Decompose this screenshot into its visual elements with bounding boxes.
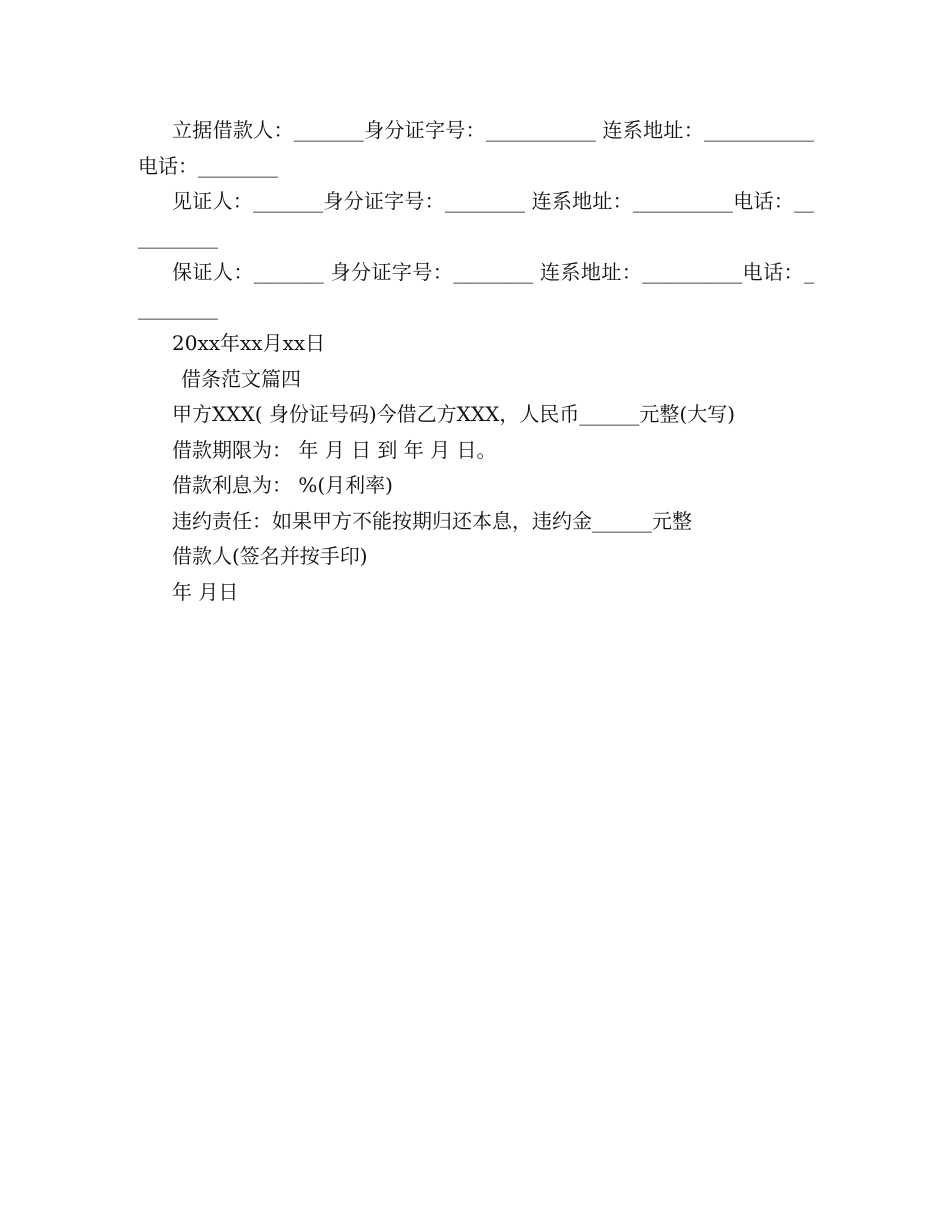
signature-date-line: 年 月日 [172,579,239,604]
witness-info-paragraph: 见证人：_______身分证字号：________ 连系地址：__________电话：__________ [138,189,814,249]
borrower-info-paragraph: 立据借款人：_______身分证字号：___________ 连系地址：___________电话：________ [138,118,814,178]
loan-statement-paragraph: 甲方XXX( 身份证号码)今借乙方XXX，人民币______元整(大写) [172,402,735,426]
borrower-signature-line: 借款人(签名并按手印) [172,544,368,568]
section-title: 借条范文篇四 [181,366,301,391]
default-liability-paragraph: 违约责任：如果甲方不能按期归还本息，违约金______元整 [172,508,692,533]
date-line: 20xx年xx月xx日 [172,331,326,355]
loan-term-paragraph: 借款期限为： 年 月 日 到 年 月 日。 [172,437,497,462]
loan-interest-paragraph: 借款利息为： %(月利率) [172,473,393,497]
guarantor-info-paragraph: 保证人：_______ 身分证字号：________ 连系地址：__________电话：_________ [138,260,814,320]
document-body [138,113,814,610]
